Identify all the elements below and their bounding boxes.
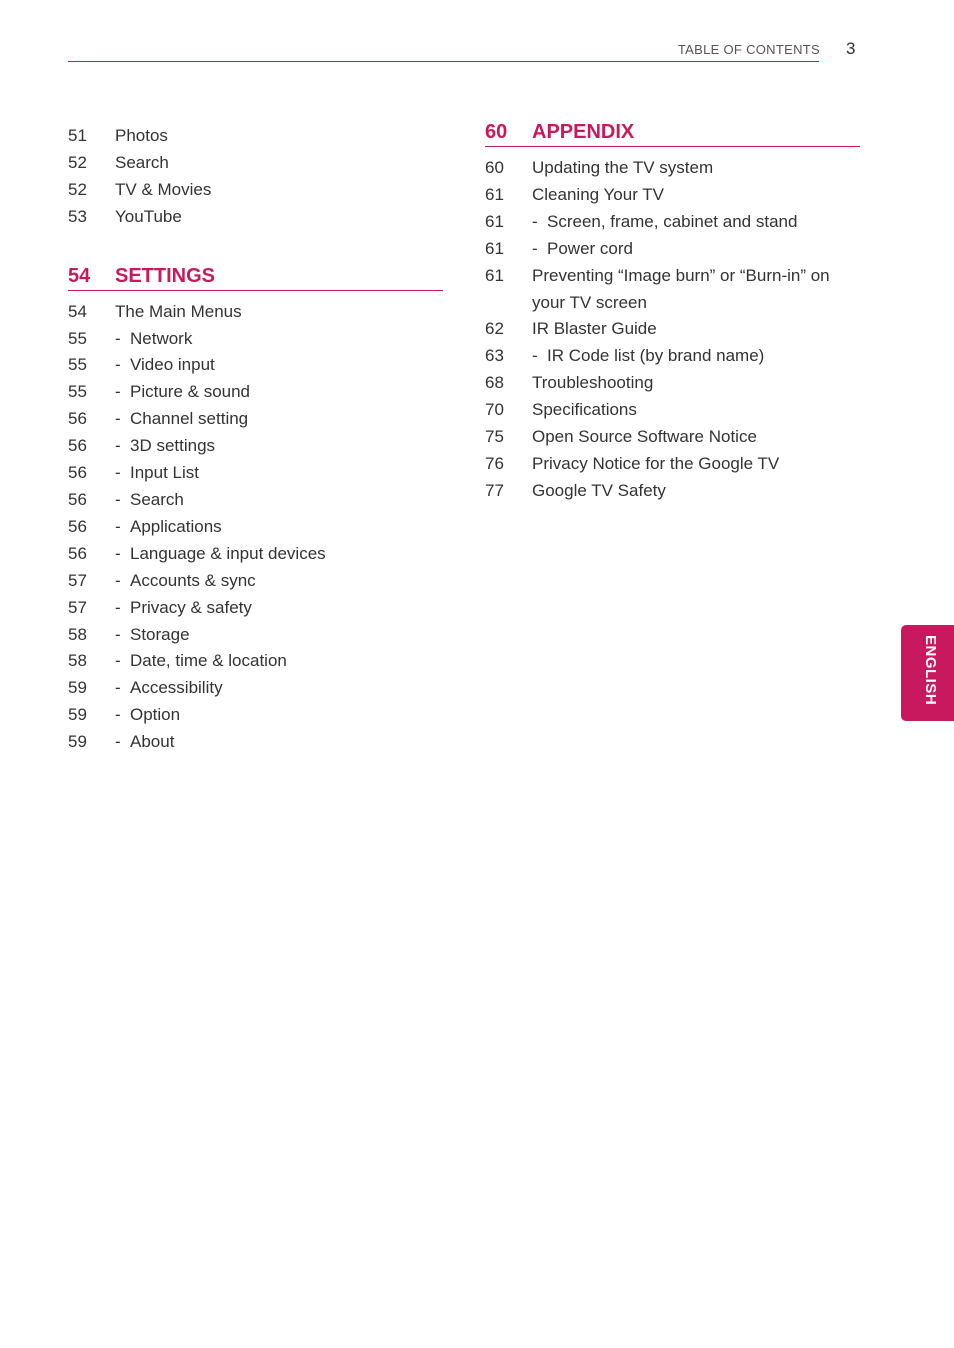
toc-entry-title: 3D settings xyxy=(130,436,216,456)
toc-entry-page: 75 xyxy=(485,427,504,447)
toc-entry-title: Video input xyxy=(130,355,215,375)
toc-entry-title-wrap xyxy=(532,209,860,236)
sub-entry-dash: - xyxy=(115,436,121,456)
section-title: APPENDIX xyxy=(532,121,635,143)
toc-entry[interactable] xyxy=(485,155,860,182)
toc-entry[interactable] xyxy=(485,478,860,505)
toc-entry-title: The Main Menus xyxy=(115,301,242,321)
toc-entry-title: Search xyxy=(115,152,169,172)
toc-entry-page: 60 xyxy=(485,158,504,177)
toc-entry-page: 58 xyxy=(68,624,87,644)
toc-entry-title: Input List xyxy=(130,463,199,483)
toc-entry[interactable] xyxy=(68,326,443,353)
toc-entry-page: 62 xyxy=(485,319,504,339)
toc-entry-title: Accessibility xyxy=(130,678,223,698)
toc-entry[interactable] xyxy=(485,370,860,397)
toc-entry[interactable] xyxy=(68,729,443,756)
sub-entry-dash: - xyxy=(115,463,121,483)
sub-entry-dash: - xyxy=(532,211,538,231)
toc-entry-page: 70 xyxy=(485,400,504,420)
toc-entry[interactable] xyxy=(68,177,443,204)
toc-entry[interactable] xyxy=(68,204,443,231)
toc-entry-page: 52 xyxy=(68,152,87,172)
toc-entry-title: Photos xyxy=(115,126,168,145)
toc-entry[interactable] xyxy=(68,123,443,150)
toc-entry-page: 51 xyxy=(68,126,87,145)
toc-entry-title: About xyxy=(130,732,175,752)
section-title: SETTINGS xyxy=(115,264,216,287)
toc-entry-title: Google TV Safety xyxy=(532,480,666,500)
toc-entry-title-wrap xyxy=(115,352,443,379)
toc-entry-page: 61 xyxy=(485,238,504,258)
toc-entry[interactable] xyxy=(68,433,443,460)
toc-entry-title: Channel setting xyxy=(130,409,249,429)
toc-entry-page: 56 xyxy=(68,489,87,509)
toc-entry-title: Option xyxy=(130,705,181,725)
page-number: 3 xyxy=(846,39,856,58)
toc-entry-title: Troubleshooting xyxy=(532,373,654,393)
toc-entry-title: Network xyxy=(130,328,193,348)
toc-entry-page: 61 xyxy=(485,265,504,285)
header-section-label: TABLE OF CONTENTS xyxy=(677,42,820,57)
toc-entry-title: IR Blaster Guide xyxy=(532,319,657,339)
toc-entry-title-wrap xyxy=(532,263,860,317)
toc-entry-title-wrap xyxy=(532,424,860,451)
toc-entry-title: YouTube xyxy=(115,206,182,226)
sub-entry-dash: - xyxy=(532,238,538,258)
toc-entry[interactable] xyxy=(68,675,443,702)
toc-entry-title: Storage xyxy=(130,624,190,644)
toc-entry[interactable] xyxy=(68,541,443,568)
toc-entry[interactable] xyxy=(485,451,860,478)
toc-entry[interactable] xyxy=(68,648,443,675)
toc-entry[interactable] xyxy=(485,209,860,236)
sub-entry-dash: - xyxy=(115,732,121,752)
toc-entry-title: Privacy & safety xyxy=(130,597,252,617)
toc-entry-title-wrap xyxy=(115,177,443,204)
toc-entry-title-wrap xyxy=(532,155,860,182)
toc-entry[interactable] xyxy=(68,299,443,326)
toc-entry-page: 55 xyxy=(68,328,87,348)
toc-entry-title: Privacy Notice for the Google TV xyxy=(532,453,780,473)
toc-entry-title: IR Code list (by brand name) xyxy=(547,346,765,366)
toc-entry-title: Preventing “Image burn” or “Burn-in” on your TV screen xyxy=(532,265,830,312)
toc-entry[interactable] xyxy=(485,424,860,451)
sub-entry-dash: - xyxy=(115,355,121,375)
toc-entry-title-wrap xyxy=(115,541,443,568)
toc-entry-title: Open Source Software Notice xyxy=(532,427,757,447)
toc-entry-page: 61 xyxy=(485,184,504,204)
sub-entry-dash: - xyxy=(115,597,121,617)
sub-entry-dash: - xyxy=(115,543,121,563)
section-heading-appendix[interactable] xyxy=(485,121,860,147)
toc-right-column xyxy=(485,121,860,505)
toc-entry-title-wrap xyxy=(532,397,860,424)
toc-left-column xyxy=(68,123,443,756)
toc-entry-title: Specifications xyxy=(532,400,637,420)
section-spacer xyxy=(68,231,443,265)
toc-entry-page: 56 xyxy=(68,409,87,429)
sub-entry-dash: - xyxy=(115,705,121,725)
toc-entry-title-wrap xyxy=(115,514,443,541)
toc-entry[interactable] xyxy=(485,397,860,424)
toc-entry-page: 56 xyxy=(68,436,87,456)
toc-entry-title-wrap xyxy=(115,675,443,702)
toc-entry-title-wrap xyxy=(115,702,443,729)
toc-entry[interactable] xyxy=(485,316,860,343)
sub-entry-dash: - xyxy=(115,409,121,429)
toc-entry-title-wrap xyxy=(532,236,860,263)
toc-entry-page: 76 xyxy=(485,453,504,473)
toc-entry-title: TV & Movies xyxy=(115,179,212,199)
toc-entry-title: Updating the TV system xyxy=(532,158,714,177)
toc-entry-title: Accounts & sync xyxy=(130,570,256,590)
toc-entry[interactable] xyxy=(485,182,860,209)
toc-entry-title-wrap xyxy=(115,595,443,622)
toc-entry-title-wrap xyxy=(115,326,443,353)
toc-entry[interactable] xyxy=(68,487,443,514)
sub-entry-dash: - xyxy=(115,624,121,644)
section-page-number: 54 xyxy=(68,264,91,287)
toc-entry[interactable] xyxy=(68,406,443,433)
section-heading-settings[interactable] xyxy=(68,265,443,291)
toc-entry-title-wrap xyxy=(115,150,443,177)
sub-entry-dash: - xyxy=(115,382,121,402)
toc-entry-title-wrap xyxy=(532,316,860,343)
section-page-number: 60 xyxy=(485,121,508,143)
toc-entry-page: 59 xyxy=(68,732,87,752)
toc-entry-page: 57 xyxy=(68,597,87,617)
toc-entry[interactable] xyxy=(68,352,443,379)
toc-entry-title: Date, time & location xyxy=(130,651,287,671)
toc-entry[interactable] xyxy=(68,702,443,729)
toc-entry-title-wrap xyxy=(115,299,443,326)
toc-entry[interactable] xyxy=(68,150,443,177)
toc-entry[interactable] xyxy=(485,236,860,263)
toc-entry-title-wrap xyxy=(115,379,443,406)
toc-entry-page: 58 xyxy=(68,651,87,671)
toc-list-top xyxy=(68,123,443,231)
header-divider xyxy=(68,61,819,62)
language-tab xyxy=(901,625,954,721)
toc-entry-page: 53 xyxy=(68,206,87,226)
toc-entry-page: 56 xyxy=(68,463,87,483)
toc-entry-title-wrap xyxy=(532,451,860,478)
sub-entry-dash: - xyxy=(115,328,121,348)
toc-entry-title-wrap xyxy=(115,433,443,460)
toc-entry-title-wrap xyxy=(532,343,860,370)
toc-entry-title-wrap xyxy=(115,729,443,756)
toc-entry-title-wrap xyxy=(115,487,443,514)
toc-entry-title: Picture & sound xyxy=(130,382,251,402)
toc-entry-page: 68 xyxy=(485,373,504,393)
toc-entry-page: 63 xyxy=(485,346,504,366)
toc-entry[interactable] xyxy=(68,568,443,595)
sub-entry-dash: - xyxy=(115,516,121,536)
toc-entry-title-wrap xyxy=(115,406,443,433)
toc-entry-page: 57 xyxy=(68,570,87,590)
sub-entry-dash: - xyxy=(115,651,121,671)
toc-entry-title-wrap xyxy=(115,568,443,595)
toc-entry-title-wrap xyxy=(115,204,443,231)
toc-entry-title: Search xyxy=(130,489,184,509)
toc-entry-title: Applications xyxy=(130,516,222,536)
toc-entry-page: 77 xyxy=(485,480,504,500)
toc-entry-title-wrap xyxy=(532,478,860,505)
toc-entry-title: Screen, frame, cabinet and stand xyxy=(547,211,798,231)
toc-entry[interactable] xyxy=(68,379,443,406)
sub-entry-dash: - xyxy=(532,346,538,366)
sub-entry-dash: - xyxy=(115,570,121,590)
toc-list-appendix xyxy=(485,155,860,505)
toc-entry-title-wrap xyxy=(532,182,860,209)
toc-entry-page: 59 xyxy=(68,678,87,698)
toc-entry[interactable] xyxy=(68,460,443,487)
toc-entry-page: 56 xyxy=(68,516,87,536)
toc-entry-title-wrap xyxy=(115,648,443,675)
language-tab-label: ENGLISH xyxy=(922,635,939,706)
toc-entry[interactable] xyxy=(68,622,443,649)
toc-entry[interactable] xyxy=(68,595,443,622)
toc-entry-title: Language & input devices xyxy=(130,543,326,563)
toc-entry-title: Cleaning Your TV xyxy=(532,184,665,204)
toc-entry[interactable] xyxy=(485,263,860,317)
toc-entry-page: 55 xyxy=(68,355,87,375)
toc-entry-title-wrap xyxy=(115,622,443,649)
sub-entry-dash: - xyxy=(115,678,121,698)
toc-entry-page: 59 xyxy=(68,705,87,725)
toc-entry-page: 56 xyxy=(68,543,87,563)
toc-entry-page: 61 xyxy=(485,211,504,231)
toc-entry[interactable] xyxy=(485,343,860,370)
toc-entry-title: Power cord xyxy=(547,238,633,258)
toc-list-settings xyxy=(68,299,443,756)
toc-entry-page: 52 xyxy=(68,179,87,199)
toc-entry-title-wrap xyxy=(115,123,443,150)
toc-entry-title-wrap xyxy=(115,460,443,487)
toc-entry[interactable] xyxy=(68,514,443,541)
toc-entry-page: 54 xyxy=(68,301,87,321)
toc-entry-title-wrap xyxy=(532,370,860,397)
sub-entry-dash: - xyxy=(115,489,121,509)
toc-entry-page: 55 xyxy=(68,382,87,402)
